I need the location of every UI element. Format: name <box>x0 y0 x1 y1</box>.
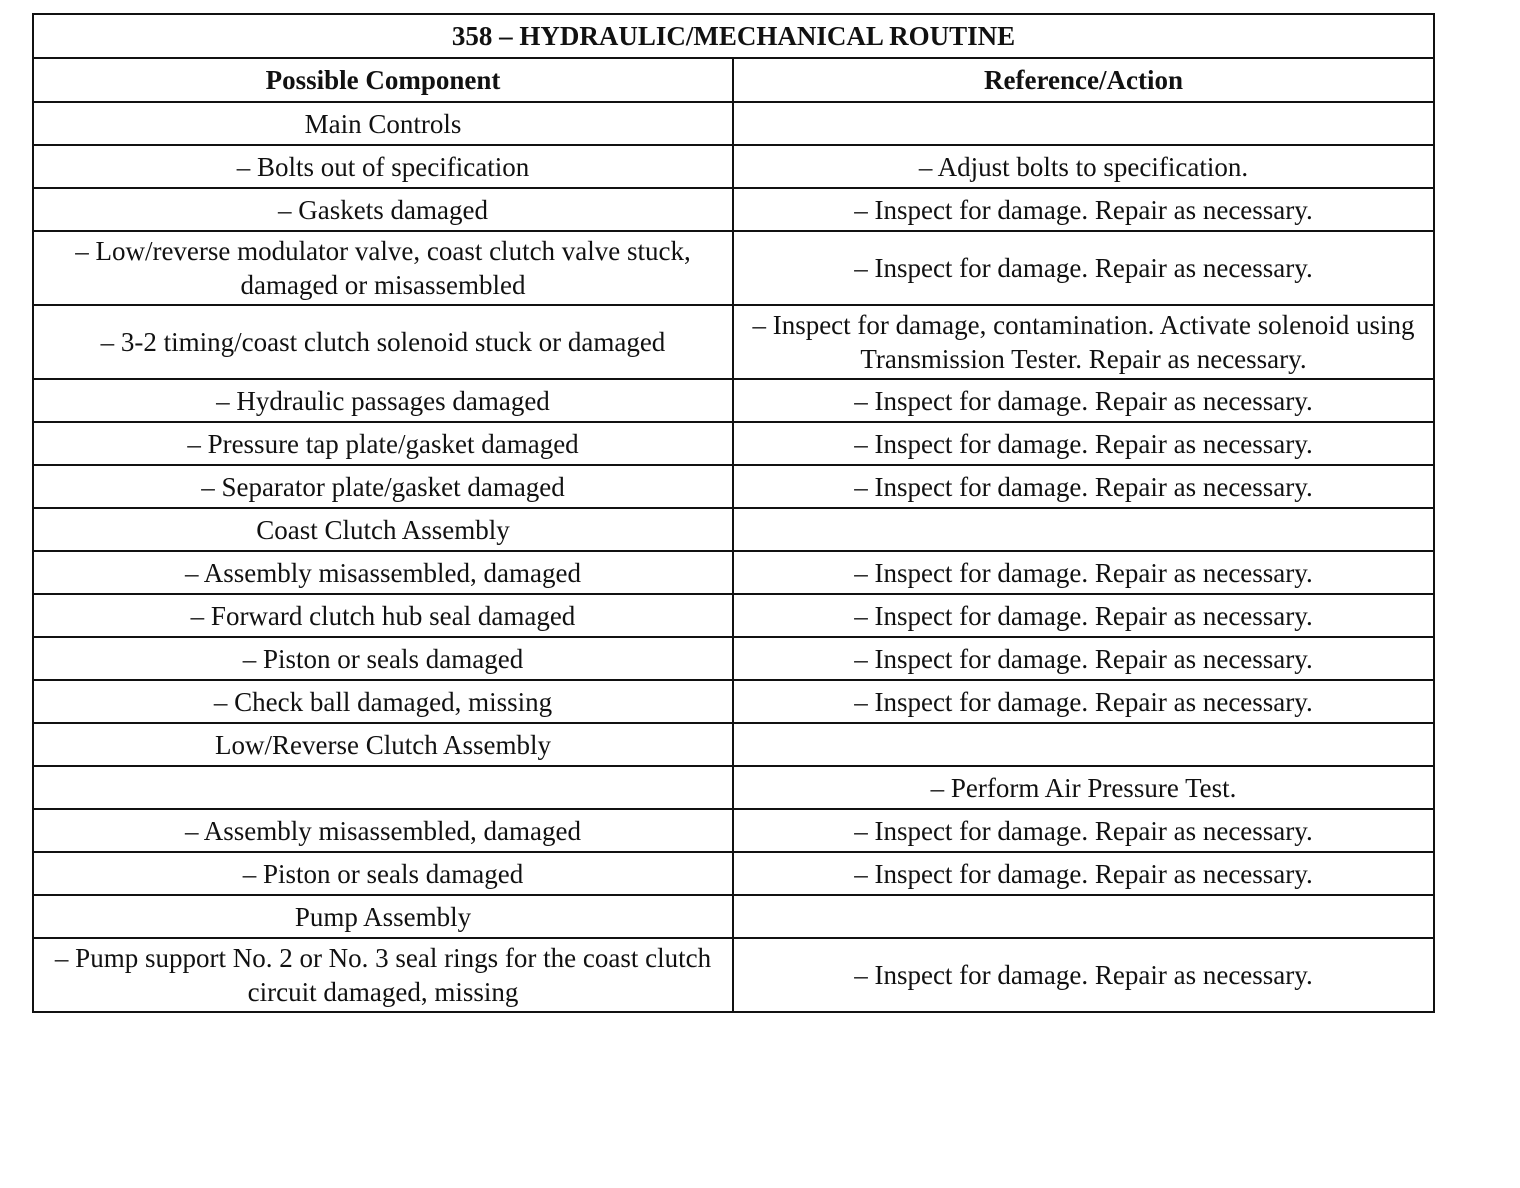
component-cell <box>33 766 733 809</box>
component-cell: – Separator plate/gasket damaged <box>33 465 733 508</box>
action-cell: – Perform Air Pressure Test. <box>733 766 1434 809</box>
table-row <box>33 188 1434 231</box>
component-cell: – Piston or seals damaged <box>33 852 733 895</box>
action-cell <box>733 895 1434 938</box>
table-row <box>33 895 1434 938</box>
component-cell: – Low/reverse modulator valve, coast clutch valve stuck, damaged or misassembled <box>33 231 733 305</box>
table-row <box>33 145 1434 188</box>
table-row <box>33 231 1434 305</box>
action-cell: – Inspect for damage. Repair as necessary. <box>733 594 1434 637</box>
action-cell: – Inspect for damage. Repair as necessary. <box>733 379 1434 422</box>
diagnostic-routine-table <box>32 13 1435 1013</box>
action-cell: – Inspect for damage. Repair as necessary. <box>733 231 1434 305</box>
table-row <box>33 551 1434 594</box>
component-cell: – Pump support No. 2 or No. 3 seal rings for the coast clutch circuit damaged, missing <box>33 938 733 1012</box>
component-cell: – Forward clutch hub seal damaged <box>33 594 733 637</box>
column-header-row <box>33 58 1434 102</box>
component-cell: Low/Reverse Clutch Assembly <box>33 723 733 766</box>
action-cell <box>733 102 1434 145</box>
component-cell: – Piston or seals damaged <box>33 637 733 680</box>
table-row <box>33 594 1434 637</box>
action-cell: – Inspect for damage, contamination. Activate solenoid using Transmission Tester. Repair as necessary. <box>733 305 1434 379</box>
table-row <box>33 809 1434 852</box>
table-row <box>33 465 1434 508</box>
action-cell: – Inspect for damage. Repair as necessary. <box>733 637 1434 680</box>
action-cell: – Inspect for damage. Repair as necessary. <box>733 809 1434 852</box>
component-cell: – 3-2 timing/coast clutch solenoid stuck or damaged <box>33 305 733 379</box>
table-row <box>33 637 1434 680</box>
table-row <box>33 508 1434 551</box>
component-cell: – Assembly misassembled, damaged <box>33 809 733 852</box>
action-cell <box>733 723 1434 766</box>
table-row <box>33 766 1434 809</box>
table-title-row <box>33 14 1434 58</box>
table-row <box>33 422 1434 465</box>
action-cell: – Adjust bolts to specification. <box>733 145 1434 188</box>
component-cell: Main Controls <box>33 102 733 145</box>
column-header-action: Reference/Action <box>733 58 1434 102</box>
action-cell: – Inspect for damage. Repair as necessary. <box>733 188 1434 231</box>
action-cell: – Inspect for damage. Repair as necessary. <box>733 938 1434 1012</box>
table-row <box>33 102 1434 145</box>
component-cell: – Gaskets damaged <box>33 188 733 231</box>
component-cell: – Bolts out of specification <box>33 145 733 188</box>
table-row <box>33 852 1434 895</box>
action-cell: – Inspect for damage. Repair as necessary. <box>733 422 1434 465</box>
component-cell: Pump Assembly <box>33 895 733 938</box>
action-cell <box>733 508 1434 551</box>
component-cell: – Pressure tap plate/gasket damaged <box>33 422 733 465</box>
column-header-component: Possible Component <box>33 58 733 102</box>
component-cell: – Assembly misassembled, damaged <box>33 551 733 594</box>
table-row <box>33 680 1434 723</box>
table-row <box>33 379 1434 422</box>
action-cell: – Inspect for damage. Repair as necessary. <box>733 551 1434 594</box>
table-row <box>33 938 1434 1012</box>
table-title: 358 – HYDRAULIC/MECHANICAL ROUTINE <box>33 14 1434 58</box>
action-cell: – Inspect for damage. Repair as necessary. <box>733 680 1434 723</box>
action-cell: – Inspect for damage. Repair as necessary. <box>733 852 1434 895</box>
table-row <box>33 723 1434 766</box>
action-cell: – Inspect for damage. Repair as necessary. <box>733 465 1434 508</box>
component-cell: – Hydraulic passages damaged <box>33 379 733 422</box>
component-cell: – Check ball damaged, missing <box>33 680 733 723</box>
table-row <box>33 305 1434 379</box>
component-cell: Coast Clutch Assembly <box>33 508 733 551</box>
